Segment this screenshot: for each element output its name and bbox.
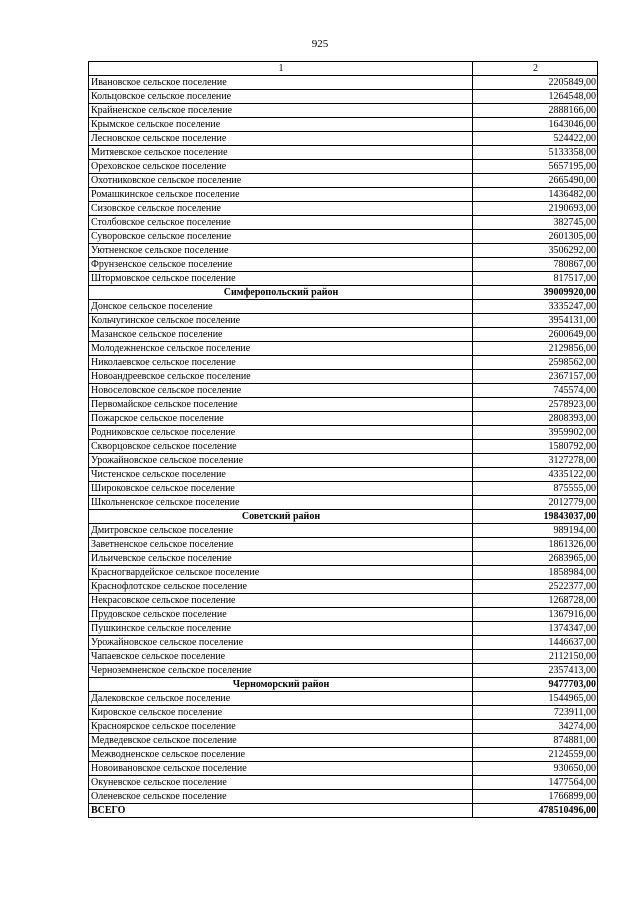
- amount-cell: 3954131,00: [473, 314, 598, 328]
- settlement-name: Оленевское сельское поселение: [89, 790, 473, 804]
- settlement-name: Кольцовское сельское поселение: [89, 90, 473, 104]
- settlement-name: Пушкинское сельское поселение: [89, 622, 473, 636]
- settlement-name: Фрунзенское сельское поселение: [89, 258, 473, 272]
- amount-cell: 2190693,00: [473, 202, 598, 216]
- settlement-name: Краснофлотское сельское поселение: [89, 580, 473, 594]
- settlement-name: Урожайновское сельское поселение: [89, 636, 473, 650]
- table-row: [89, 538, 598, 552]
- table-row: [89, 482, 598, 496]
- table-row: [89, 706, 598, 720]
- settlement-name: Первомайское сельское поселение: [89, 398, 473, 412]
- table-row: [89, 692, 598, 706]
- table-row: [89, 188, 598, 202]
- amount-cell: 1436482,00: [473, 188, 598, 202]
- table-row: [89, 524, 598, 538]
- settlement-name: Медведевское сельское поселение: [89, 734, 473, 748]
- table-row: [89, 552, 598, 566]
- amount-cell: 2598562,00: [473, 356, 598, 370]
- amount-cell: 3127278,00: [473, 454, 598, 468]
- settlement-name: Новоандреевское сельское поселение: [89, 370, 473, 384]
- table-row: [89, 426, 598, 440]
- settlement-name: Новоселовское сельское поселение: [89, 384, 473, 398]
- settlement-name: Кировское сельское поселение: [89, 706, 473, 720]
- table-row: [89, 468, 598, 482]
- table-row: [89, 356, 598, 370]
- settlement-name: Красноярское сельское поселение: [89, 720, 473, 734]
- total-label: ВСЕГО: [89, 804, 473, 818]
- table-row: [89, 566, 598, 580]
- settlement-name: Мазанское сельское поселение: [89, 328, 473, 342]
- budget-table: [88, 61, 598, 818]
- settlement-name: Кольчугинское сельское поселение: [89, 314, 473, 328]
- settlement-name: Новоивановское сельское поселение: [89, 762, 473, 776]
- amount-cell: 1858984,00: [473, 566, 598, 580]
- table-row: [89, 720, 598, 734]
- table-header-row: [89, 62, 598, 76]
- amount-cell: 5133358,00: [473, 146, 598, 160]
- table-row: [89, 748, 598, 762]
- amount-cell: 723911,00: [473, 706, 598, 720]
- table-row: [89, 580, 598, 594]
- table-row: [89, 594, 598, 608]
- district-row: [89, 510, 598, 524]
- settlement-name: Чистенское сельское поселение: [89, 468, 473, 482]
- settlement-name: Красногвардейское сельское поселение: [89, 566, 473, 580]
- table-row: [89, 342, 598, 356]
- amount-cell: 2665490,00: [473, 174, 598, 188]
- amount-cell: 3506292,00: [473, 244, 598, 258]
- amount-cell: 1268728,00: [473, 594, 598, 608]
- amount-cell: 1861326,00: [473, 538, 598, 552]
- amount-cell: 1477564,00: [473, 776, 598, 790]
- table-row: [89, 258, 598, 272]
- amount-cell: 817517,00: [473, 272, 598, 286]
- table-row: [89, 118, 598, 132]
- settlement-name: Окуневское сельское поселение: [89, 776, 473, 790]
- settlement-name: Лесновское сельское поселение: [89, 132, 473, 146]
- amount-cell: 2888166,00: [473, 104, 598, 118]
- column-header-1: 1: [89, 62, 473, 76]
- district-name: Черноморский район: [89, 678, 473, 692]
- amount-cell: 874881,00: [473, 734, 598, 748]
- table-row: [89, 608, 598, 622]
- table-row: [89, 636, 598, 650]
- amount-cell: 2112150,00: [473, 650, 598, 664]
- settlement-name: Уютненское сельское поселение: [89, 244, 473, 258]
- district-row: [89, 678, 598, 692]
- table-row: [89, 90, 598, 104]
- amount-cell: 2124559,00: [473, 748, 598, 762]
- amount-cell: 4335122,00: [473, 468, 598, 482]
- table-row: [89, 664, 598, 678]
- amount-cell: 2522377,00: [473, 580, 598, 594]
- settlement-name: Столбовское сельское поселение: [89, 216, 473, 230]
- amount-cell: 5657195,00: [473, 160, 598, 174]
- settlement-name: Сизовское сельское поселение: [89, 202, 473, 216]
- settlement-name: Суворовское сельское поселение: [89, 230, 473, 244]
- settlement-name: Некрасовское сельское поселение: [89, 594, 473, 608]
- table-row: [89, 776, 598, 790]
- table-row: [89, 412, 598, 426]
- settlement-name: Межводненское сельское поселение: [89, 748, 473, 762]
- table-row: [89, 496, 598, 510]
- table-row: [89, 314, 598, 328]
- amount-cell: 39009920,00: [473, 286, 598, 300]
- amount-cell: 34274,00: [473, 720, 598, 734]
- table-row: [89, 622, 598, 636]
- table-row: [89, 202, 598, 216]
- amount-cell: 1374347,00: [473, 622, 598, 636]
- page-number: 925: [311, 38, 329, 50]
- amount-cell: 2578923,00: [473, 398, 598, 412]
- amount-cell: 2808393,00: [473, 412, 598, 426]
- settlement-name: Охотниковское сельское поселение: [89, 174, 473, 188]
- table-row: [89, 300, 598, 314]
- table-row: [89, 440, 598, 454]
- district-row: [89, 286, 598, 300]
- table-row: [89, 650, 598, 664]
- total-row: [89, 804, 598, 818]
- amount-cell: 875555,00: [473, 482, 598, 496]
- amount-cell: 2367157,00: [473, 370, 598, 384]
- table-row: [89, 384, 598, 398]
- amount-cell: 745574,00: [473, 384, 598, 398]
- amount-cell: 1446637,00: [473, 636, 598, 650]
- amount-cell: 382745,00: [473, 216, 598, 230]
- total-amount: 478510496,00: [473, 804, 598, 818]
- settlement-name: Чапаевское сельское поселение: [89, 650, 473, 664]
- settlement-name: Митяевское сельское поселение: [89, 146, 473, 160]
- amount-cell: 1264548,00: [473, 90, 598, 104]
- amount-cell: 989194,00: [473, 524, 598, 538]
- table-row: [89, 734, 598, 748]
- table-row: [89, 398, 598, 412]
- amount-cell: 2129856,00: [473, 342, 598, 356]
- amount-cell: 3959902,00: [473, 426, 598, 440]
- table-row: [89, 762, 598, 776]
- table-row: [89, 104, 598, 118]
- amount-cell: 1766899,00: [473, 790, 598, 804]
- settlement-name: Ромашкинское сельское поселение: [89, 188, 473, 202]
- table-row: [89, 132, 598, 146]
- amount-cell: 19843037,00: [473, 510, 598, 524]
- amount-cell: 2357413,00: [473, 664, 598, 678]
- amount-cell: 1367916,00: [473, 608, 598, 622]
- district-name: Симферопольский район: [89, 286, 473, 300]
- amount-cell: 2683965,00: [473, 552, 598, 566]
- settlement-name: Ильичевское сельское поселение: [89, 552, 473, 566]
- amount-cell: 930650,00: [473, 762, 598, 776]
- amount-cell: 2600649,00: [473, 328, 598, 342]
- table-row: [89, 174, 598, 188]
- settlement-name: Ивановское сельское поселение: [89, 76, 473, 90]
- table-row: [89, 370, 598, 384]
- settlement-name: Черноземненское сельское поселение: [89, 664, 473, 678]
- amount-cell: 1643046,00: [473, 118, 598, 132]
- table-row: [89, 790, 598, 804]
- amount-cell: 1580792,00: [473, 440, 598, 454]
- settlement-name: Прудовское сельское поселение: [89, 608, 473, 622]
- amount-cell: 3335247,00: [473, 300, 598, 314]
- column-header-2: 2: [473, 62, 598, 76]
- settlement-name: Урожайновское сельское поселение: [89, 454, 473, 468]
- settlement-name: Николаевское сельское поселение: [89, 356, 473, 370]
- settlement-name: Скворцовское сельское поселение: [89, 440, 473, 454]
- amount-cell: 780867,00: [473, 258, 598, 272]
- table-row: [89, 454, 598, 468]
- amount-cell: 2601305,00: [473, 230, 598, 244]
- amount-cell: 524422,00: [473, 132, 598, 146]
- table-row: [89, 216, 598, 230]
- table-row: [89, 160, 598, 174]
- amount-cell: 1544965,00: [473, 692, 598, 706]
- amount-cell: 2012779,00: [473, 496, 598, 510]
- settlement-name: Школьненское сельское поселение: [89, 496, 473, 510]
- table-row: [89, 146, 598, 160]
- settlement-name: Штормовское сельское поселение: [89, 272, 473, 286]
- table-row: [89, 328, 598, 342]
- amount-cell: 2205849,00: [473, 76, 598, 90]
- table-row: [89, 272, 598, 286]
- settlement-name: Крайненское сельское поселение: [89, 104, 473, 118]
- table-row: [89, 244, 598, 258]
- settlement-name: Родниковское сельское поселение: [89, 426, 473, 440]
- district-name: Советский район: [89, 510, 473, 524]
- amount-cell: 9477703,00: [473, 678, 598, 692]
- table-row: [89, 230, 598, 244]
- settlement-name: Молодежненское сельское поселение: [89, 342, 473, 356]
- settlement-name: Заветненское сельское поселение: [89, 538, 473, 552]
- settlement-name: Далековское сельское поселение: [89, 692, 473, 706]
- settlement-name: Широковское сельское поселение: [89, 482, 473, 496]
- table-row: [89, 76, 598, 90]
- settlement-name: Дмитровское сельское поселение: [89, 524, 473, 538]
- settlement-name: Ореховское сельское поселение: [89, 160, 473, 174]
- settlement-name: Крымское сельское поселение: [89, 118, 473, 132]
- settlement-name: Донское сельское поселение: [89, 300, 473, 314]
- settlement-name: Пожарское сельское поселение: [89, 412, 473, 426]
